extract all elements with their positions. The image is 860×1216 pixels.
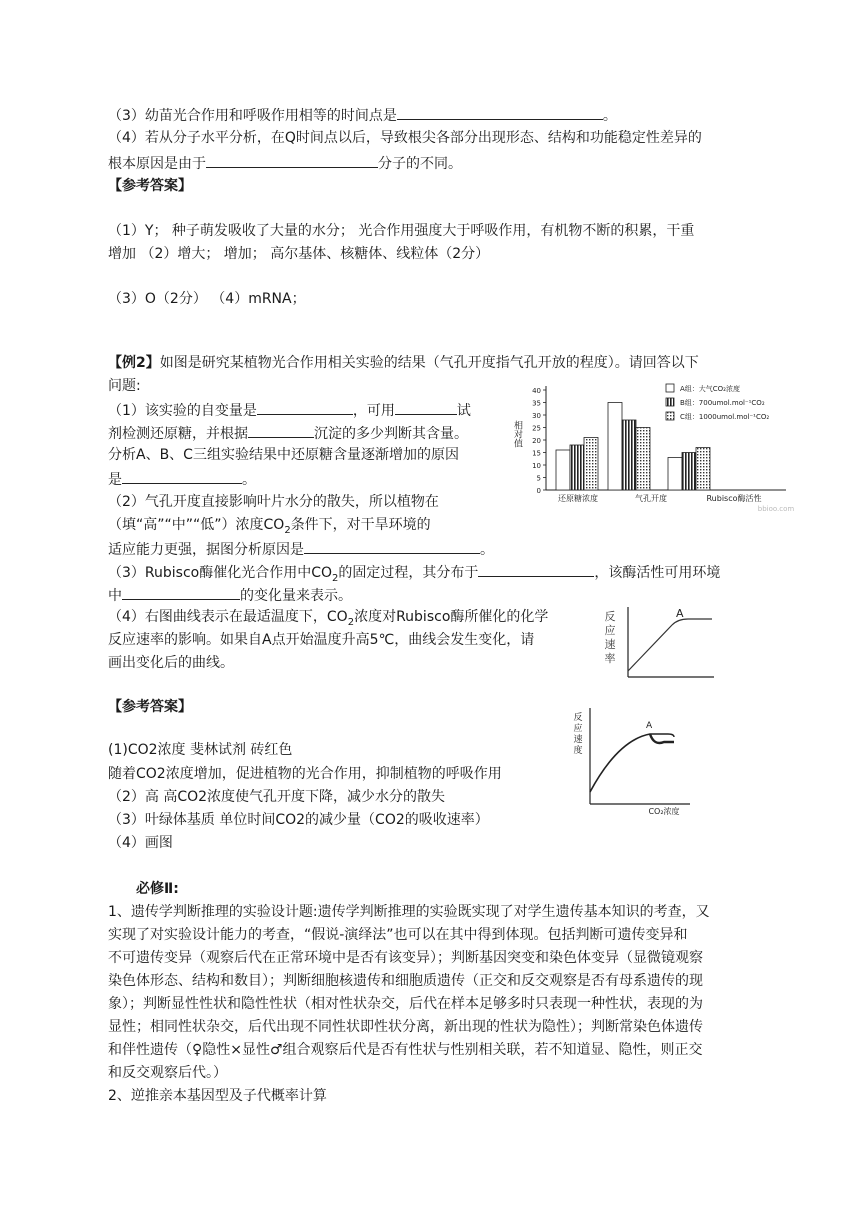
x-axis-label: CO₂浓度 xyxy=(648,807,680,816)
legend-c: C组：1000umol.mol⁻¹CO₂ xyxy=(680,413,770,421)
section-heading: 必修Ⅱ: xyxy=(136,881,179,897)
bar-2-c xyxy=(636,428,650,491)
y-tick-label: 20 xyxy=(532,437,541,445)
category-label-3: Rubisco酶活性 xyxy=(706,494,762,503)
reference-answer-heading: 【参考答案】 xyxy=(108,178,192,194)
legend-swatch-a xyxy=(666,384,674,392)
answer-1-line-1: （1）Y； 种子萌发吸收了大量的水分； 光合作用强度大于呼吸作用，有机物不断的积累，干重 xyxy=(108,223,695,239)
changed-curve xyxy=(650,734,674,743)
bar-1-b xyxy=(570,445,584,490)
section-line-2: 实现了对实验设计能力的考查，“假说-演绎法”也可以在其中得到体现。包括判断可遗传变异和 xyxy=(108,927,688,943)
section-line-9: 2、逆推亲本基因型及子代概率计算 xyxy=(108,1088,327,1104)
bar-2-a xyxy=(608,403,622,491)
y-tick-label: 25 xyxy=(532,424,541,433)
part-1-line-3: 分析A、B、C三组实验结果中还原糖含量逐渐增加的原因 xyxy=(108,447,459,463)
answer-blank[interactable] xyxy=(397,104,603,120)
answer-blank[interactable] xyxy=(478,561,594,577)
answer-2-line-3: （2）高 高CO2浓度使气孔开度下降，减少水分的散失 xyxy=(108,789,446,805)
legend-b: B组：700umol.mol⁻¹CO₂ xyxy=(680,399,765,407)
point-a-label: A xyxy=(676,607,684,620)
y-tick-label: 10 xyxy=(532,462,541,470)
section-line-1: 1、遗传学判断推理的实验设计题:遗传学判断推理的实验既实现了对学生遗传基本知识的考查，又 xyxy=(108,904,710,920)
part-4-line-3: 画出变化后的曲线。 xyxy=(108,655,234,671)
part-1-line-4: 是 。 xyxy=(108,468,256,490)
bar-3-c xyxy=(696,448,710,491)
part-2-line-3: 适应能力更强，据图分析原因是 。 xyxy=(108,538,494,560)
question-3-text: （3）幼苗光合作用和呼吸作用相等的时间点是 xyxy=(108,108,397,124)
legend-swatch-b xyxy=(666,398,674,406)
answer-2-line-1: (1)CO2浓度 斐林试剂 砖红色 xyxy=(108,742,293,758)
bar-1-a xyxy=(556,450,570,490)
y-tick-label: 15 xyxy=(532,449,541,458)
y-tick-label: 5 xyxy=(536,474,541,483)
answer-1-line-3: （3）O（2分） （4）mRNA； xyxy=(108,291,306,307)
bar-3-b xyxy=(682,453,696,491)
y-tick-label: 0 xyxy=(536,487,541,495)
bar-chart xyxy=(508,382,804,516)
answer-2-line-4: （3）叶绿体基质 单位时间CO2的减少量（CO2的吸收速率） xyxy=(108,812,489,828)
y-tick-label: 35 xyxy=(532,399,541,408)
svg-text:相对值: 相对值 xyxy=(512,420,522,448)
answer-curve-figure xyxy=(568,706,698,818)
answer-blank[interactable] xyxy=(122,584,240,600)
question-4-line-2: 根本原因是由于 分子的不同。 xyxy=(108,152,462,174)
section-line-5: 象）；判断显性性状和隐性性状（相对性状杂交，后代在样本足够多时只表现一种性状，表现的为 xyxy=(108,996,703,1012)
part-2-line-2: （填“高”“中”“低”）浓度$CO_2$条件下，对干旱环境的 xyxy=(108,517,431,536)
answer-blank[interactable] xyxy=(304,538,480,554)
part-1-line-1: （1）该实验的自变量是 ，可用 试 xyxy=(108,399,471,421)
rate-curve-figure xyxy=(598,603,718,685)
question-4-line-1: （4）若从分子水平分析，在Q时间点以后，导致根尖各部分出现形态、结构和功能稳定性差异的 xyxy=(108,130,702,146)
y-label-char-3: 速 xyxy=(573,735,583,745)
y-label-char-4: 度 xyxy=(573,746,583,756)
point-a-label: A xyxy=(646,721,653,731)
y-label-char-2: 应 xyxy=(604,624,616,637)
legend xyxy=(666,384,769,421)
y-label-char-2: 应 xyxy=(573,724,583,734)
example-2-intro-cont: 问题: xyxy=(108,378,141,394)
part-4-line-2: 反应速率的影响。如果自A点开始温度升高5℃，曲线会发生变化，请 xyxy=(108,632,535,648)
answer-blank[interactable] xyxy=(248,422,314,438)
answer-2-line-5: （4）画图 xyxy=(108,835,173,851)
section-line-6: 显性；相同性状杂交，后代出现不同性状即性状分离，新出现的性状为隐性）；判断常染色体遗传 xyxy=(108,1019,703,1035)
part-1-line-2: 剂检测还原糖，并根据 沉淀的多少判断其含量。 xyxy=(108,422,468,444)
y-label-char-3: 速 xyxy=(604,638,616,651)
answer-blank[interactable] xyxy=(122,468,242,484)
example-2-intro: 【例2】如图是研究某植物光合作用相关实验的结果（气孔开度指气孔开放的程度）。请回答以下 xyxy=(108,355,699,371)
example-2-label: 【例2】 xyxy=(108,355,160,371)
watermark: bbioo.com xyxy=(757,505,795,513)
category-label-1: 还原糖浓度 xyxy=(558,494,598,503)
rate-curve xyxy=(628,619,712,671)
reference-answer-heading-2: 【参考答案】 xyxy=(108,699,192,715)
section-line-7: 和伴性遗传（♀隐性×显性♂组合观察后代是否有性状与性别相关联，若不知道显、隐性，则正交 xyxy=(108,1042,703,1058)
part-4-line-1: （4）右图曲线表示在最适温度下，$CO_2$浓度对Rubisco酶所催化的化学 xyxy=(108,609,549,628)
part-3-line-2: 中 的变化量来表示。 xyxy=(108,584,352,606)
answer-blank[interactable] xyxy=(257,399,353,415)
y-label-char-4: 率 xyxy=(604,652,616,665)
answer-blank[interactable] xyxy=(395,399,457,415)
question-3-line: （3）幼苗光合作用和呼吸作用相等的时间点是 。 xyxy=(108,104,617,126)
y-tick-label: 30 xyxy=(532,412,541,420)
y-tick-label: 40 xyxy=(532,387,541,395)
section-line-8: 和反交观察后代。） xyxy=(108,1065,227,1081)
legend-a: A组：大气CO₂浓度 xyxy=(680,385,740,393)
bar-1-c xyxy=(584,438,598,491)
section-line-3: 不可遗传变异（观察后代在正常环境中是否有该变异）；判断基因突变和染色体变异（显微镜观察 xyxy=(108,950,703,966)
answer-1-line-2: 增加 （2）增大； 增加； 高尔基体、核糖体、线粒体（2分） xyxy=(108,246,490,262)
category-label-2: 气孔开度 xyxy=(635,494,667,503)
bar-3-a xyxy=(668,458,682,491)
part-2-line-1: （2）气孔开度直接影响叶片水分的散失，所以植物在 xyxy=(108,494,439,510)
answer-2-line-2: 随着CO2浓度增加，促进植物的光合作用，抑制植物的呼吸作用 xyxy=(108,766,502,782)
section-line-4: 染色体形态、结构和数目）；判断细胞核遗传和细胞质遗传（正交和反交观察是否有母系遗传的现 xyxy=(108,973,703,989)
y-axis-label xyxy=(512,419,523,448)
legend-swatch-c xyxy=(666,412,674,420)
part-3-line-1: （3）Rubisco酶催化光合作用中$CO_2$的固定过程，其分布于 ，该酶活性可用环境 xyxy=(108,561,720,589)
y-label-char-1: 反 xyxy=(604,610,616,623)
answer-blank[interactable] xyxy=(206,152,378,168)
y-label-char-1: 反 xyxy=(573,713,583,723)
bar-2-b xyxy=(622,420,636,490)
